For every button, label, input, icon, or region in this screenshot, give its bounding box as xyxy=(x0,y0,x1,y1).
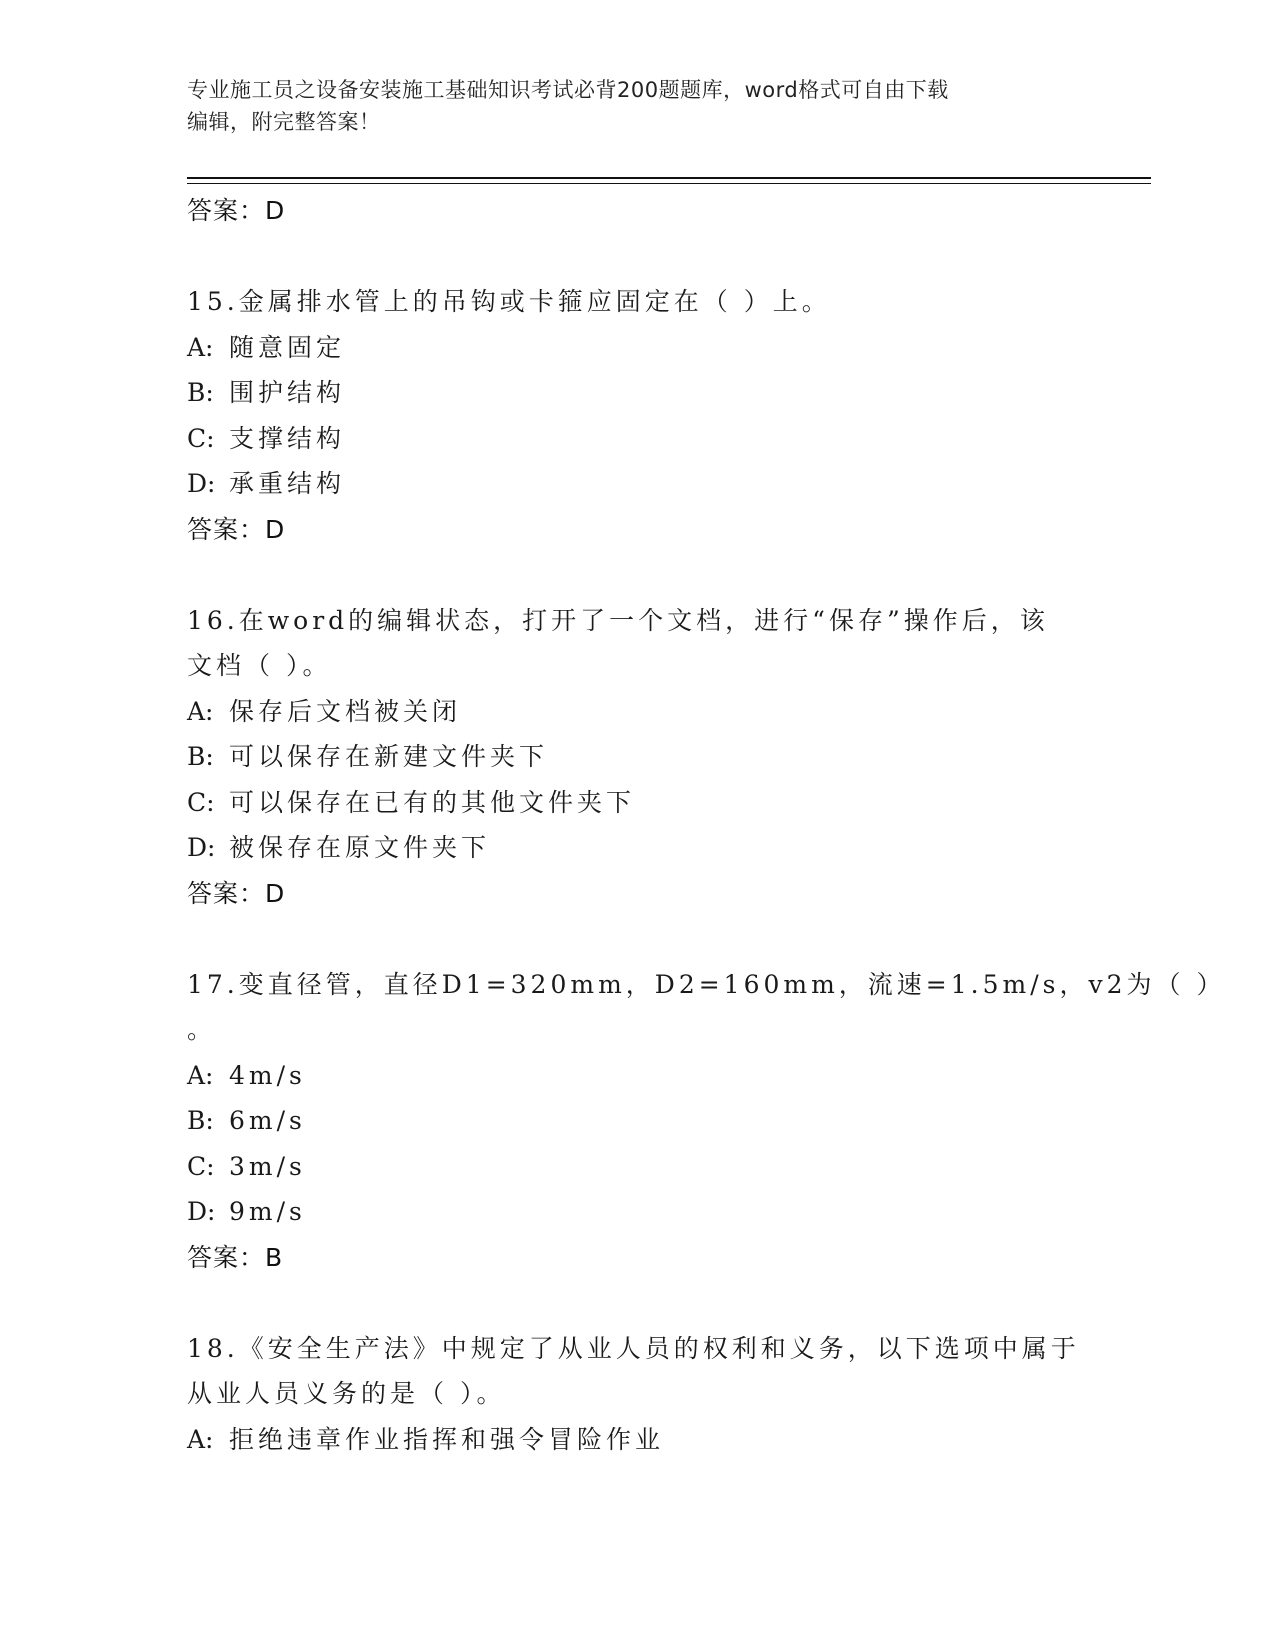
previous-answer: 答案：D xyxy=(187,196,286,225)
option-key: D: xyxy=(187,1197,216,1226)
option-key: C: xyxy=(187,1151,215,1181)
question-18-option-a xyxy=(187,1417,1087,1463)
option-key: B: xyxy=(187,378,214,407)
option-key: B: xyxy=(187,742,214,771)
question-16-option-c xyxy=(187,780,1087,826)
option-text: 围护结构 xyxy=(229,378,346,407)
option-text: 拒绝违章作业指挥和强令冒险作业 xyxy=(229,1424,665,1454)
option-text: 可以保存在新建文件夹下 xyxy=(229,742,549,771)
option-key: A: xyxy=(187,696,214,726)
spacer xyxy=(187,916,1087,962)
option-text: 保存后文档被关闭 xyxy=(229,696,462,726)
question-17 xyxy=(187,962,1226,1280)
question-15 xyxy=(187,279,1087,552)
option-key: A: xyxy=(187,332,214,362)
question-16-option-a xyxy=(187,689,1087,735)
question-list xyxy=(187,188,1226,1462)
question-15-option-d xyxy=(187,461,1087,507)
option-key: A: xyxy=(187,1060,214,1090)
question-17-option-c xyxy=(187,1144,1087,1190)
header-divider-thick xyxy=(187,177,1151,179)
option-text: 6m/s xyxy=(229,1106,306,1135)
question-16-stem-line-2: 文档（ ）。 xyxy=(187,651,332,680)
question-18 xyxy=(187,1326,1087,1463)
question-15-answer: 答案：D xyxy=(187,514,286,544)
question-16-stem-line-1: 16.在word的编辑状态，打开了一个文档，进行“保存”操作后，该 xyxy=(187,605,1049,635)
question-17-option-a xyxy=(187,1053,1087,1099)
question-17-stem-line-1: 17.变直径管，直径D1=320mm，D2=160mm，流速=1.5m/s，v2为（ ） xyxy=(187,969,1226,999)
question-15-option-c xyxy=(187,416,1087,462)
question-17-option-d xyxy=(187,1189,1087,1235)
question-15-stem: 15.金属排水管上的吊钩或卡箍应固定在（ ）上。 xyxy=(187,287,831,316)
option-text: 支撑结构 xyxy=(229,423,346,453)
option-key: D: xyxy=(187,469,216,498)
page-header xyxy=(187,74,1067,138)
question-17-stem-line-2: 。 xyxy=(187,1015,217,1044)
question-16-option-d xyxy=(187,825,1087,871)
question-15-option-b xyxy=(187,370,1087,416)
question-16-option-b xyxy=(187,734,1087,780)
option-text: 被保存在原文件夹下 xyxy=(229,833,491,862)
option-key: B: xyxy=(187,1106,214,1135)
question-18-stem-line-1: 18.《安全生产法》中规定了从业人员的权利和义务，以下选项中属于 xyxy=(187,1333,1080,1363)
question-16-answer: 答案：D xyxy=(187,878,286,908)
question-17-option-b xyxy=(187,1098,1087,1144)
header-line-2: 编辑，附完整答案！ xyxy=(187,110,381,134)
header-divider-thin xyxy=(187,183,1151,184)
question-17-answer: 答案：B xyxy=(187,1242,284,1272)
spacer xyxy=(187,552,1087,598)
option-text: 可以保存在已有的其他文件夹下 xyxy=(229,787,636,817)
option-key: A: xyxy=(187,1424,214,1454)
spacer xyxy=(187,1280,1087,1326)
option-key: C: xyxy=(187,787,215,817)
option-text: 4m/s xyxy=(229,1060,306,1090)
option-text: 9m/s xyxy=(229,1197,306,1226)
question-16 xyxy=(187,598,1087,916)
question-15-option-a xyxy=(187,325,1087,371)
option-key: D: xyxy=(187,833,216,862)
option-text: 3m/s xyxy=(229,1151,306,1181)
spacer xyxy=(187,233,1087,279)
header-line-1: 专业施工员之设备安装施工基础知识考试必背200题题库，word格式可自由下载 xyxy=(187,78,949,102)
question-18-stem-line-2: 从业人员义务的是（ ）。 xyxy=(187,1379,506,1408)
option-key: C: xyxy=(187,423,215,453)
option-text: 承重结构 xyxy=(229,469,346,498)
option-text: 随意固定 xyxy=(229,332,346,362)
